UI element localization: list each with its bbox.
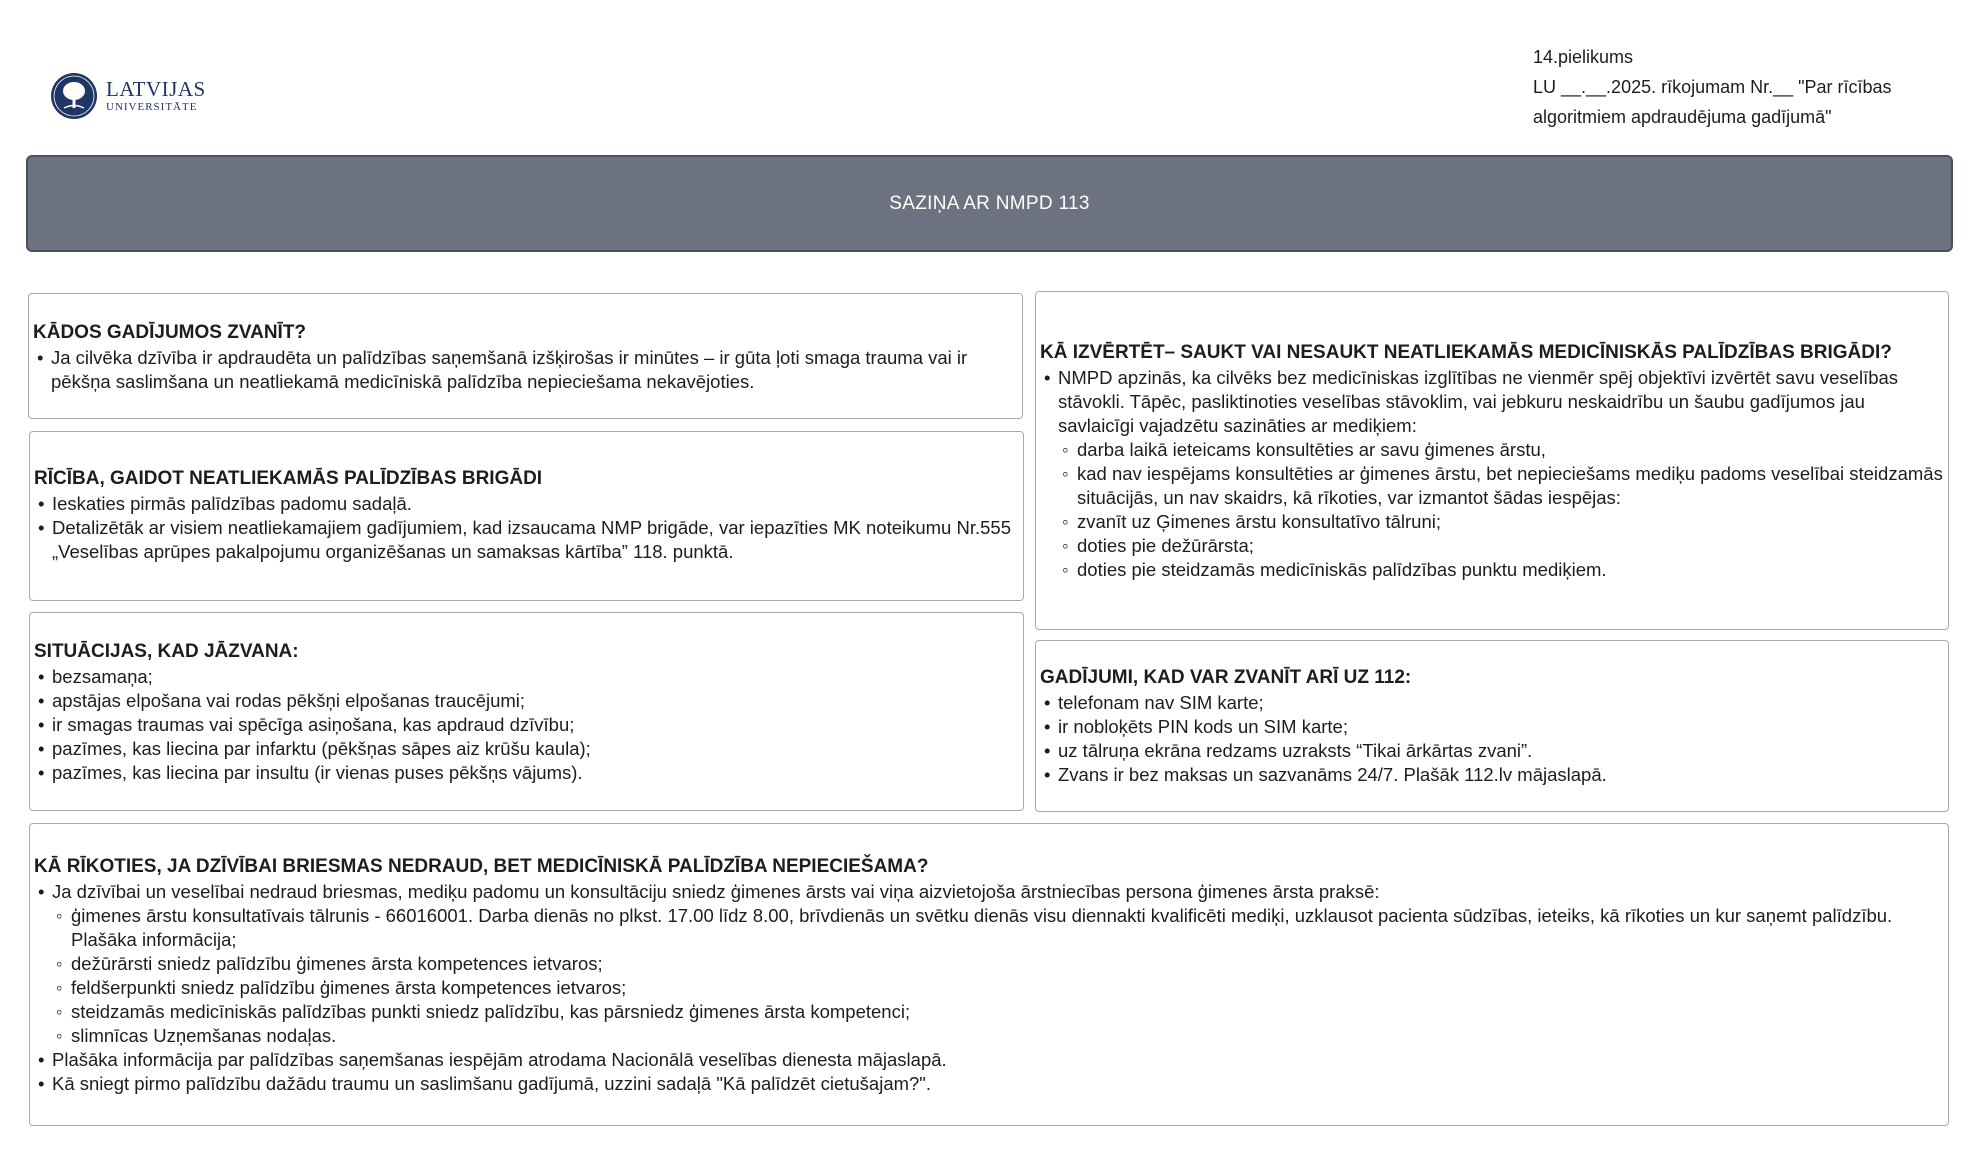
- section-situations: [29, 612, 1024, 811]
- list-item: • Kā sniegt pirmo palīdzību dažādu traumu un saslimšanu gadījumā, uzzini sadaļā "Kā palīdzēt cietušajam?".: [34, 1072, 1944, 1096]
- list-item: • uz tālruņa ekrāna redzams uzraksts “Tikai ārkārtas zvani”.: [1040, 739, 1944, 763]
- section-title: KĀDOS GADĪJUMOS ZVANĪT?: [33, 322, 307, 343]
- sub-list-item: ◦ doties pie steidzamās medicīniskās palīdzības punktu mediķiem.: [1040, 558, 1944, 582]
- section-title: KĀ RĪKOTIES, JA DZĪVĪBAI BRIESMAS NEDRAUD, BET MEDICĪNISKĀ PALĪDZĪBA NEPIECIEŠAMA?: [34, 856, 929, 877]
- section-call-112: [1035, 640, 1949, 812]
- sub-list-item: ◦ darba laikā ieteicams konsultēties ar savu ģimenes ārstu,: [1040, 438, 1944, 462]
- list-item: • Detalizētāk ar visiem neatliekamajiem gadījumiem, kad izsaucama NMP brigāde, var iepazīties MK noteikumu Nr.555 „Veselības aprūpes pakalpojumu organizēšanas un samaksas kārtība” 118. punktā.: [34, 516, 1019, 564]
- section-title: KĀ IZVĒRTĒT– SAUKT VAI NESAUKT NEATLIEKAMĀS MEDICĪNISKĀS PALĪDZĪBAS BRIGĀDI?: [1040, 342, 1892, 363]
- sub-list-item: ◦ doties pie dežūrārsta;: [1040, 534, 1944, 558]
- bullet-list: [34, 880, 1944, 1096]
- page-title-banner: [26, 155, 1953, 252]
- logo-line-2: UNIVERSITĀTE: [106, 101, 198, 113]
- sub-list-item: ◦ ģimenes ārstu konsultatīvais tālrunis - 66016001. Darba dienās no plkst. 17.00 līdz 8.00, brīvdienās un svētku dienās visu diennakti kvalificēti mediķi, uzklausot pacienta sūdzības, ieteiks, kā rīkoties un kur saņemt palīdzību. Plašāka informācija;: [34, 904, 1944, 952]
- bullet-list: [34, 492, 1019, 564]
- page-title: SAZIŅA AR NMPD 113: [889, 192, 1090, 214]
- section-when-to-call: [28, 293, 1023, 419]
- section-title: SITUĀCIJAS, KAD JĀZVANA:: [34, 641, 299, 662]
- university-logo: [50, 70, 206, 122]
- bullet-list: [34, 665, 1019, 785]
- list-item: • Ja dzīvībai un veselībai nedraud briesmas, mediķu padomu un konsultāciju sniedz ģimenes ārsts vai viņa aizvietojoša ārstniecības persona ģimenes ārsta praksē:: [34, 880, 1944, 904]
- sub-list-item: ◦ slimnīcas Uzņemšanas nodaļas.: [34, 1024, 1944, 1048]
- list-item: • Plašāka informācija par palīdzības saņemšanas iespējām atrodama Nacionālā veselības dienesta mājaslapā.: [34, 1048, 1944, 1072]
- annex-line-2: LU __.__.2025. rīkojumam Nr.__ "Par rīcības: [1533, 77, 1892, 97]
- list-item: • pazīmes, kas liecina par insultu (ir vienas puses pēkšņs vājums).: [34, 761, 1019, 785]
- section-how-to-assess: [1035, 291, 1949, 630]
- section-not-life-threatening: [29, 823, 1949, 1126]
- logo-line-1: LATVIJAS: [106, 77, 206, 101]
- annex-line-3: algoritmiem apdraudējuma gadījumā": [1533, 107, 1832, 127]
- list-item: • NMPD apzinās, ka cilvēks bez medicīniskas izglītības ne vienmēr spēj objektīvi izvērtēt savu veselības stāvokli. Tāpēc, pasliktinoties veselības stāvoklim, vai jebkuru neskaidrību un šaubu gadījumos jau savlaicīgi vajadzētu sazināties ar mediķiem:: [1040, 366, 1944, 438]
- tree-emblem-icon: [50, 72, 98, 120]
- list-item: • bezsamaņa;: [34, 665, 1019, 689]
- sub-list-item: ◦ zvanīt uz Ģimenes ārstu konsultatīvo tālruni;: [1040, 510, 1944, 534]
- list-item: • apstājas elpošana vai rodas pēkšņi elpošanas traucējumi;: [34, 689, 1019, 713]
- list-item: • ir nobloķēts PIN kods un SIM karte;: [1040, 715, 1944, 739]
- list-item: • pazīmes, kas liecina par infarktu (pēkšņas sāpes aiz krūšu kaula);: [34, 737, 1019, 761]
- bullet-list: [1040, 366, 1944, 582]
- sub-list-item: ◦ feldšerpunkti sniedz palīdzību ģimenes ārsta kompetences ietvaros;: [34, 976, 1944, 1000]
- annex-note: [1533, 42, 1953, 132]
- list-item: • telefonam nav SIM karte;: [1040, 691, 1944, 715]
- section-title: RĪCĪBA, GAIDOT NEATLIEKAMĀS PALĪDZĪBAS BRIGĀDI: [34, 468, 543, 489]
- bullet-list: [1040, 691, 1944, 787]
- list-item: • Ja cilvēka dzīvība ir apdraudēta un palīdzības saņemšanā izšķirošas ir minūtes – ir gūta ļoti smaga trauma vai ir pēkšņa saslimšana un neatliekamā medicīniskā palīdzība nepieciešama nekavējoties.: [33, 346, 1018, 394]
- list-item: • Ieskaties pirmās palīdzības padomu sadaļā.: [34, 492, 1019, 516]
- sub-list-item: ◦ kad nav iespējams konsultēties ar ģimenes ārstu, bet nepieciešams mediķu padoms veselībai steidzamās situācijās, un nav skaidrs, kā rīkoties, var izmantot šādas iespējas:: [1040, 462, 1944, 510]
- logo-wordmark: [106, 79, 206, 113]
- sub-list-item: ◦ steidzamās medicīniskās palīdzības punkti sniedz palīdzību, kas pārsniedz ģimenes ārsta kompetenci;: [34, 1000, 1944, 1024]
- annex-line-1: 14.pielikums: [1533, 47, 1634, 67]
- sub-list-item: ◦ dežūrārsti sniedz palīdzību ģimenes ārsta kompetences ietvaros;: [34, 952, 1944, 976]
- section-title: GADĪJUMI, KAD VAR ZVANĪT ARĪ UZ 112:: [1040, 667, 1412, 688]
- bullet-list: [33, 346, 1018, 394]
- list-item: • ir smagas traumas vai spēcīga asiņošana, kas apdraud dzīvību;: [34, 713, 1019, 737]
- section-while-waiting: [29, 431, 1024, 601]
- list-item: • Zvans ir bez maksas un sazvanāms 24/7. Plašāk 112.lv mājaslapā.: [1040, 763, 1944, 787]
